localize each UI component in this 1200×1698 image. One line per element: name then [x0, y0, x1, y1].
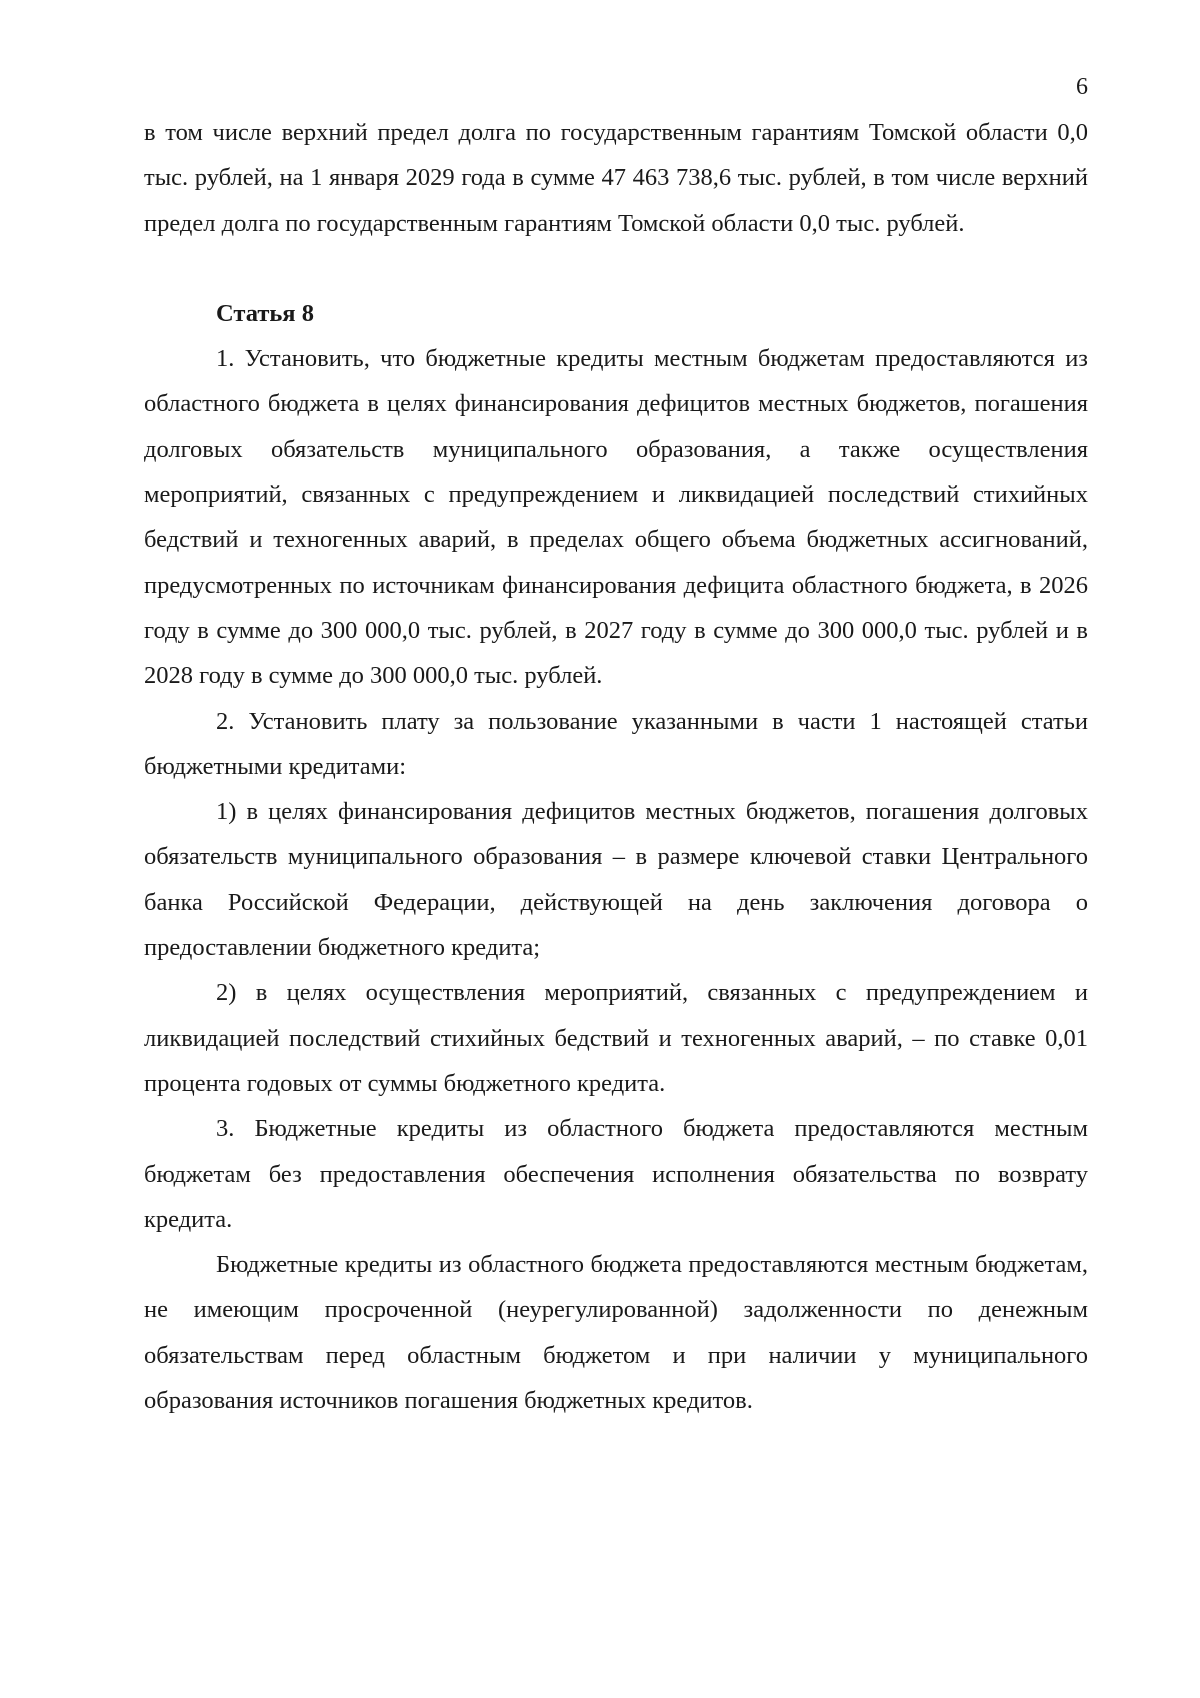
- page-number: 6: [1076, 74, 1088, 100]
- document-body: [144, 110, 1088, 1423]
- article-paragraph-2: 2. Установить плату за пользование указанными в части 1 настоящей статьи бюджетными кредитами:: [144, 707, 1088, 780]
- carryover-paragraph: в том числе верхний предел долга по государственным гарантиям Томской области 0,0 тыс. рублей, на 1 января 2029 года в сумме 47 463 738,6 тыс. рублей, в том числе верхний предел долга по государственным гарантиям Томской области 0,0 тыс. рублей.: [144, 119, 1088, 237]
- article-paragraph-3-continuation: Бюджетные кредиты из областного бюджета предоставляются местным бюджетам, не имеющим просроченной (неурегулированной) задолженности по денежным обязательствам перед областным бюджетом и при наличии у муниципального образования источников погашения бюджетных кредитов.: [144, 1251, 1088, 1415]
- article-subparagraph-1: 1) в целях финансирования дефицитов местных бюджетов, погашения долговых обязательств муниципального образования – в размере ключевой ставки Центрального банка Российской Федерации, действующей на день заключения договора о предоставлении бюджетного кредита;: [144, 798, 1088, 962]
- article-subparagraph-2: 2) в целях осуществления мероприятий, связанных с предупреждением и ликвидацией последствий стихийных бедствий и техногенных аварий, – по ставке 0,01 процента годовых от суммы бюджетного кредита.: [144, 979, 1088, 1097]
- article-paragraph-3: 3. Бюджетные кредиты из областного бюджета предоставляются местным бюджетам без предоставления обеспечения исполнения обязательства по возврату кредита.: [144, 1115, 1088, 1233]
- article-paragraph-1: 1. Установить, что бюджетные кредиты местным бюджетам предоставляются из областного бюджета в целях финансирования дефицитов местных бюджетов, погашения долговых обязательств муниципального образования, а также осуществления мероприятий, связанных с предупреждением и ликвидацией последствий стихийных бедствий и техногенных аварий, в пределах общего объема бюджетных ассигнований, предусмотренных по источникам финансирования дефицита областного бюджета, в 2026 году в сумме до 300 000,0 тыс. рублей, в 2027 году в сумме до 300 000,0 тыс. рублей и в 2028 году в сумме до 300 000,0 тыс. рублей.: [144, 345, 1088, 690]
- article-heading: Статья 8: [216, 299, 314, 327]
